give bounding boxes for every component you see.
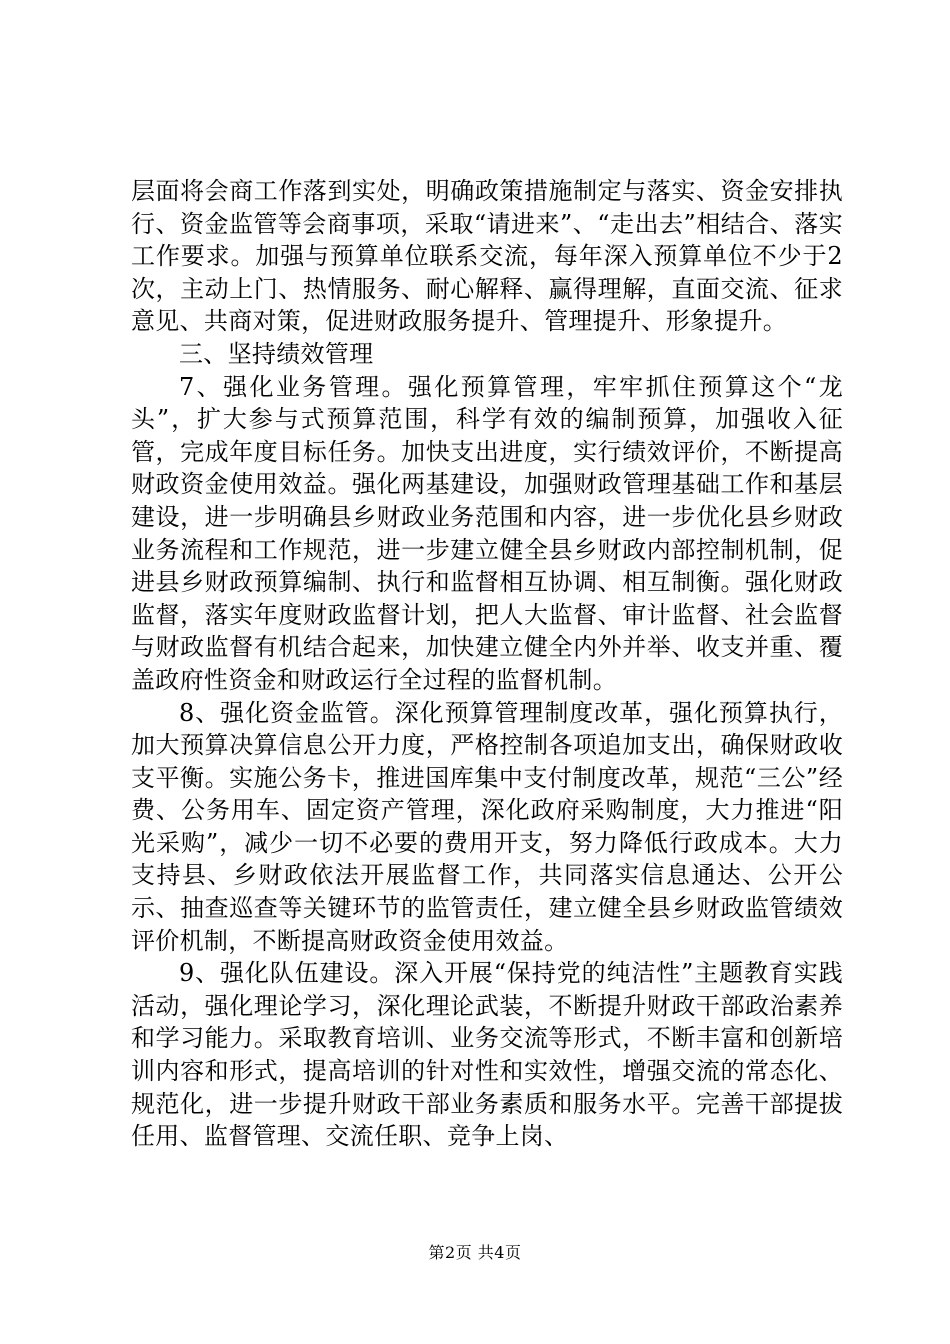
page-number-footer: 第2页 共4页 bbox=[428, 1243, 522, 1262]
paragraph-continuation: 层面将会商工作落到实处，明确政策措施制定与落实、资金安排执行、资金监管等会商事项，采取“请进来”、“走出去”相结合、落实工作要求。加强与预算单位联系交流，每年深入预算单位不少于2次，主动上门、热情服务、耐心解释、赢得理解，直面交流、征求意见、共商对策，促进财政服务提升、管理提升、形象提升。 bbox=[131, 177, 843, 336]
paragraph-item-8: 8、强化资金监管。深化预算管理制度改革，强化预算执行，加大预算决算信息公开力度，严格控制各项追加支出，确保财政收支平衡。实施公务卡，推进国库集中支付制度改革，规范“三公”经费、公务用车、固定资产管理，深化政府采购制度，大力推进“阳光采购”，减少一切不必要的费用开支，努力降低行政成本。大力支持县、乡财政依法开展监督工作，共同落实信息通达、公开公示、抽查巡查等关键环节的监管责任，建立健全县乡财政监管绩效评价机制，不断提高财政资金使用效益。 bbox=[131, 698, 843, 955]
document-body bbox=[131, 175, 843, 1153]
paragraph-item-7: 7、强化业务管理。强化预算管理，牢牢抓住预算这个“龙头”，扩大参与式预算范围，科学有效的编制预算，加强收入征管，完成年度目标任务。加快支出进度，实行绩效评价，不断提高财政资金使用效益。强化两基建设，加强财政管理基础工作和基层建设，进一步明确县乡财政业务范围和内容，进一步优化县乡财政业务流程和工作规范，进一步建立健全县乡财政内部控制机制，促进县乡财政预算编制、执行和监督相互协调、相互制衡。强化财政监督，落实年度财政监督计划，把人大监督、审计监督、社会监督与财政监督有机结合起来，加快建立健全内外并举、收支并重、覆盖政府性资金和财政运行全过程的监督机制。 bbox=[131, 372, 843, 694]
paragraph-item-9: 9、强化队伍建设。深入开展“保持党的纯洁性”主题教育实践活动，强化理论学习，深化理论武装，不断提升财政干部政治素养和学习能力。采取教育培训、业务交流等形式，不断丰富和创新培训内容和形式，提高培训的针对性和实效性，增强交流的常态化、规范化，进一步提升财政干部业务素质和服务水平。完善干部提拔任用、监督管理、交流任职、竞争上岗、 bbox=[131, 959, 843, 1151]
section-heading: 三、坚持绩效管理 bbox=[179, 339, 374, 368]
